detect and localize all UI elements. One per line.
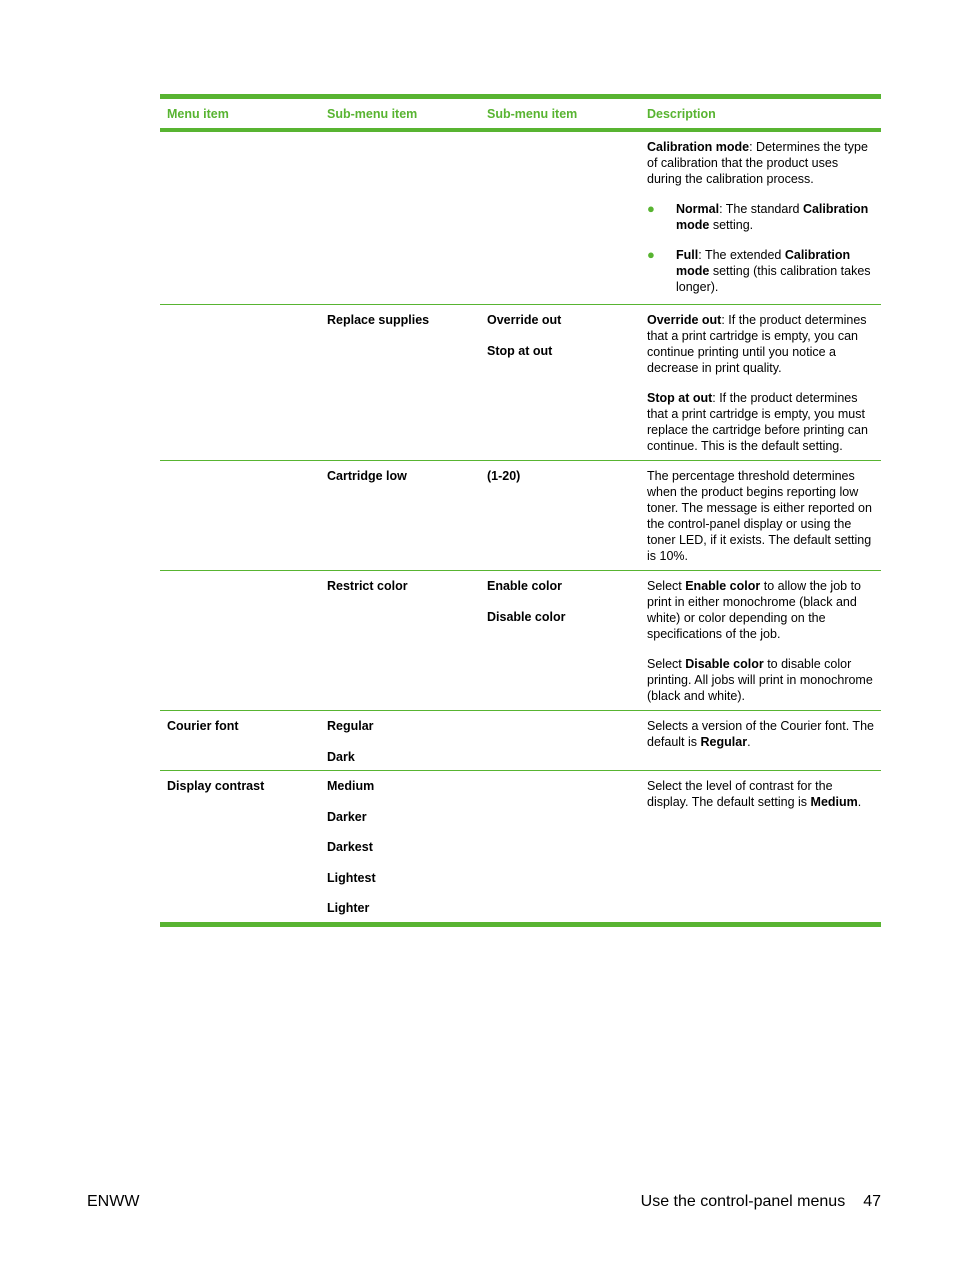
cell-description bbox=[640, 132, 881, 304]
text: Select the level of contrast for the display. The default setting is bbox=[647, 779, 833, 809]
bullet-icon: ● bbox=[647, 201, 655, 216]
cell-description bbox=[640, 711, 881, 770]
footer-left-label: ENWW bbox=[87, 1193, 140, 1210]
option-regular: Regular bbox=[327, 719, 374, 733]
table-row-calibration bbox=[160, 132, 881, 305]
table-row-cartridge-low bbox=[160, 461, 881, 571]
desc-disable-color bbox=[647, 656, 875, 704]
table-row-restrict-color bbox=[160, 571, 881, 711]
menu-table bbox=[160, 94, 881, 927]
bullet-icon: ● bbox=[647, 247, 655, 262]
option-stop-at-out: Stop at out bbox=[487, 343, 553, 358]
option-lighter: Lighter bbox=[327, 901, 370, 915]
text: Select bbox=[647, 657, 686, 671]
bullet-full bbox=[647, 247, 875, 295]
cell-sub1: Replace supplies bbox=[327, 313, 430, 327]
term: Override out bbox=[647, 313, 722, 327]
cell-description: The percentage threshold determines when the product begins reporting low toner. The message is either reported on the control-panel display or using the toner LED, if it exists. The default setting is 10%. bbox=[647, 469, 872, 563]
option-override-out: Override out bbox=[487, 313, 562, 327]
footer-right bbox=[641, 1193, 881, 1211]
bullet-normal bbox=[647, 201, 875, 233]
cell-menu: Courier font bbox=[167, 719, 239, 733]
page-number: 47 bbox=[863, 1193, 881, 1210]
term: Calibration mode bbox=[676, 202, 869, 232]
table-row-replace-supplies bbox=[160, 305, 881, 461]
cell-description bbox=[640, 305, 881, 460]
text: : Determines the type of calibration that the product uses during the calibration process. bbox=[647, 140, 868, 186]
cell-description bbox=[640, 771, 881, 922]
text: . bbox=[857, 795, 862, 809]
cell-sub1 bbox=[320, 771, 480, 922]
cell-sub2 bbox=[480, 132, 640, 304]
text: setting. bbox=[709, 218, 754, 232]
cell-sub2 bbox=[480, 305, 640, 460]
text: to allow the job to print in either monochrome (black and white) or color depending on the specifications of the job. bbox=[647, 579, 862, 641]
cell-menu bbox=[160, 571, 320, 710]
cell-description bbox=[640, 571, 881, 710]
cell-menu bbox=[160, 305, 320, 460]
text: to disable color printing. All jobs will print in monochrome (black and white). bbox=[647, 657, 873, 703]
header-sub-menu-item-2: Sub-menu item bbox=[487, 106, 578, 121]
option-disable-color: Disable color bbox=[487, 609, 566, 624]
calibration-intro bbox=[647, 139, 875, 187]
term: Calibration mode bbox=[647, 140, 750, 154]
option-darkest: Darkest bbox=[327, 840, 373, 854]
term: Normal bbox=[676, 202, 720, 216]
cell-sub2 bbox=[480, 571, 640, 710]
text: . bbox=[747, 735, 751, 749]
desc-override-out bbox=[647, 312, 875, 376]
option-dark: Dark bbox=[327, 749, 355, 764]
cell-sub1 bbox=[320, 132, 480, 304]
option-medium: Medium bbox=[327, 779, 375, 793]
text: Selects a version of the Courier font. The default is bbox=[647, 719, 874, 749]
term: Stop at out bbox=[647, 391, 713, 405]
option-lightest: Lightest bbox=[327, 870, 376, 885]
table-row-courier-font bbox=[160, 711, 881, 771]
table-header bbox=[160, 99, 881, 132]
table-bottom-rule bbox=[160, 922, 881, 927]
header-menu-item: Menu item bbox=[167, 106, 229, 121]
cell-sub2 bbox=[480, 771, 640, 922]
term: Full bbox=[676, 248, 699, 262]
table-row-display-contrast bbox=[160, 771, 881, 922]
text: : If the product determines that a print cartridge is empty, you can continue printing until you notice a decrease in print quality. bbox=[647, 313, 867, 375]
header-description: Description bbox=[647, 106, 716, 121]
text: : If the product determines that a print cartridge is empty, you must replace the cartridge before printing can continue. This is the default setting. bbox=[647, 391, 868, 453]
term: Disable color bbox=[685, 657, 764, 671]
desc-stop-at-out bbox=[647, 390, 875, 454]
desc-enable-color bbox=[647, 578, 875, 642]
text: : The standard bbox=[719, 202, 803, 216]
term: Regular bbox=[700, 735, 748, 749]
cell-menu bbox=[160, 132, 320, 304]
footer-section-title: Use the control-panel menus bbox=[640, 1193, 846, 1210]
option-enable-color: Enable color bbox=[487, 579, 563, 593]
text: setting (this calibration takes longer). bbox=[676, 264, 871, 294]
option-darker: Darker bbox=[327, 809, 367, 824]
term: Medium bbox=[810, 795, 858, 809]
cell-menu bbox=[160, 461, 320, 570]
term: Enable color bbox=[685, 579, 761, 593]
text: : The extended bbox=[698, 248, 785, 262]
cell-sub2: (1-20) bbox=[487, 469, 521, 483]
term: Calibration mode bbox=[676, 248, 851, 278]
cell-sub2 bbox=[480, 711, 640, 770]
cell-sub1 bbox=[320, 711, 480, 770]
text: Select bbox=[647, 579, 686, 593]
cell-sub1: Cartridge low bbox=[327, 469, 407, 483]
cell-menu: Display contrast bbox=[167, 779, 265, 793]
header-sub-menu-item-1: Sub-menu item bbox=[327, 106, 418, 121]
cell-sub1: Restrict color bbox=[327, 579, 408, 593]
